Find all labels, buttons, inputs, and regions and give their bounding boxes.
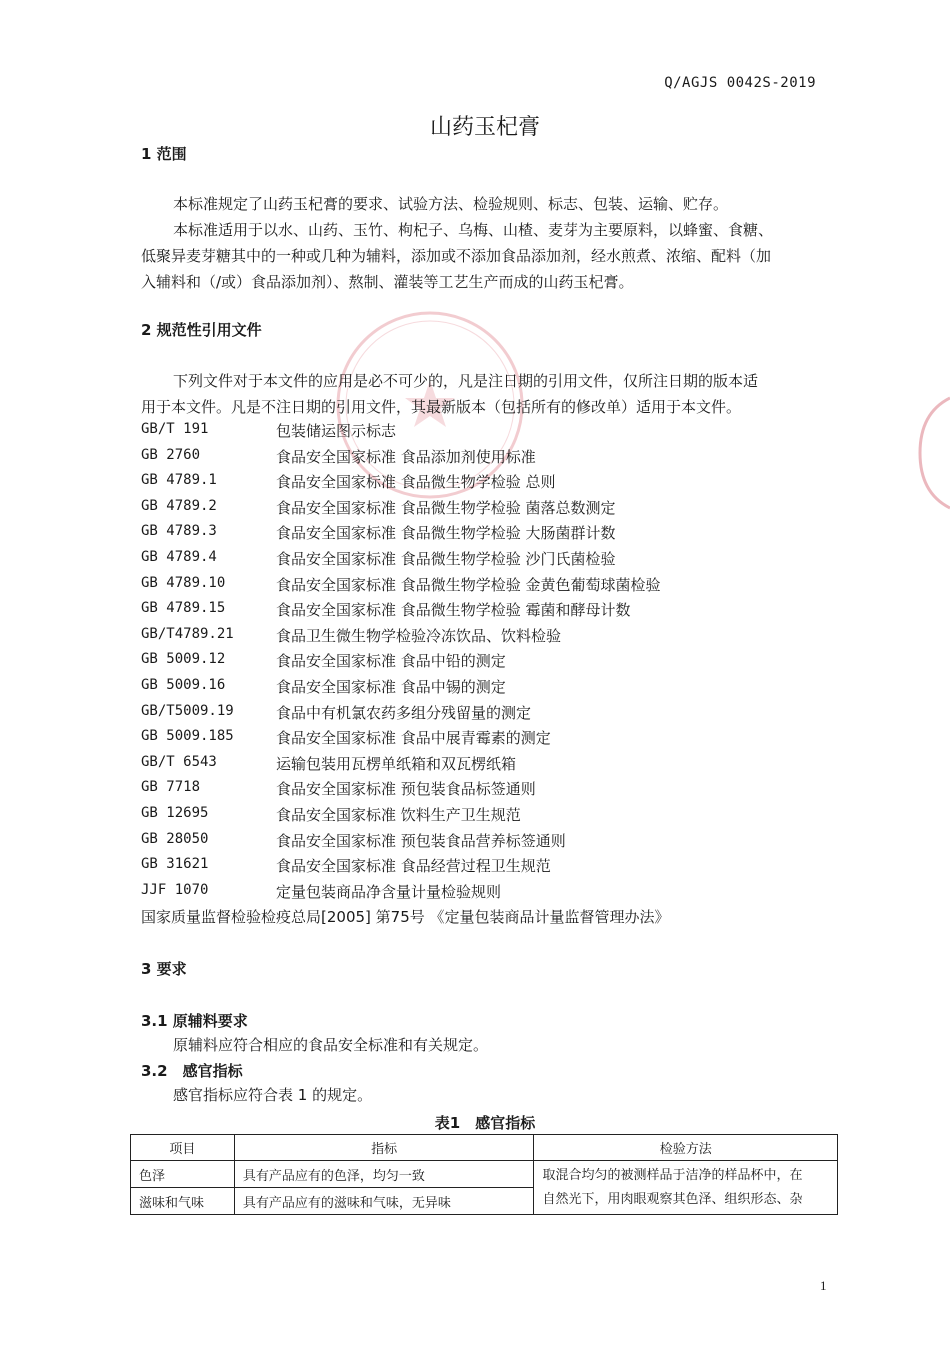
section-1-body (141, 191, 773, 295)
header-item: 项目 (131, 1135, 235, 1161)
reference-title: 食品安全国家标准 食品微生物学检验 菌落总数测定 (276, 499, 616, 517)
reference-title: 食品中有机氯农药多组分残留量的测定 (276, 704, 532, 722)
row-item: 滋味和气味 (131, 1188, 235, 1215)
reference-code: GB 4789.2 (141, 498, 217, 514)
reference-title: 食品安全国家标准 食品微生物学检验 大肠菌群计数 (276, 524, 616, 542)
header-index: 指标 (234, 1135, 534, 1161)
reference-code: GB 4789.15 (141, 600, 226, 616)
section-2-intro (141, 368, 758, 420)
reference-title: 运输包装用瓦楞单纸箱和双瓦楞纸箱 (276, 755, 517, 773)
sensory-table (130, 1134, 838, 1215)
reference-code: GB 4789.4 (141, 549, 217, 565)
reference-code: GB 12695 (141, 805, 209, 821)
reference-title: 食品安全国家标准 饮料生产卫生规范 (276, 806, 521, 824)
reference-title: 食品安全国家标准 预包装食品营养标签通则 (276, 832, 566, 850)
paragraph-line: 用于本文件。凡是不注日期的引用文件，其最新版本（包括所有的修改单）适用于本文件。 (141, 398, 742, 416)
paragraph-line: 下列文件对于本文件的应用是必不可少的，凡是注日期的引用文件，仅所注日期的版本适 (173, 372, 759, 390)
reference-last-line: 国家质量监督检验检疫总局[2005] 第75号 《定量包装商品计量监督管理办法》 (141, 908, 670, 926)
reference-title: 食品安全国家标准 食品微生物学检验 金黄色葡萄球菌检验 (276, 576, 661, 594)
row-index: 具有产品应有的滋味和气味，无异味 (234, 1188, 534, 1215)
reference-code: GB 2760 (141, 447, 201, 463)
reference-code: GB/T4789.21 (141, 626, 234, 642)
header-method: 检验方法 (534, 1135, 838, 1161)
reference-code: GB 4789.1 (141, 472, 217, 488)
table-header-row (131, 1135, 838, 1161)
row-item: 色泽 (131, 1161, 235, 1188)
paragraph-line: 本标准适用于以水、山药、玉竹、枸杞子、乌梅、山楂、麦芽为主要原料，以蜂蜜、食糖、 (173, 221, 774, 239)
reference-title: 食品安全国家标准 食品微生物学检验 霉菌和酵母计数 (276, 601, 631, 619)
method-line: 取混合均匀的被测样品于洁净的样品杯中，在 (542, 1168, 803, 1183)
section-3-heading: 3 要求 (141, 960, 187, 978)
reference-code: GB 5009.16 (141, 677, 226, 693)
page-title: 山药玉杞膏 (429, 115, 540, 140)
page-number: 1 (820, 1278, 827, 1293)
reference-title: 食品安全国家标准 食品中展青霉素的测定 (276, 729, 551, 747)
document-code: Q/AGJS 0042S-2019 (664, 75, 816, 91)
reference-title: 食品安全国家标准 食品微生物学检验 沙门氏菌检验 (276, 550, 616, 568)
reference-title: 定量包装商品净含量计量检验规则 (276, 883, 502, 901)
reference-code: GB 28050 (141, 831, 209, 847)
section-2-heading: 2 规范性引用文件 (141, 321, 262, 339)
row-method (534, 1161, 838, 1215)
section-3-2-heading: 3.2 感官指标 (141, 1062, 243, 1080)
reference-code: GB 4789.3 (141, 523, 217, 539)
reference-code: JJF 1070 (141, 882, 209, 898)
reference-code: GB/T 6543 (141, 754, 217, 770)
reference-code: GB/T5009.19 (141, 703, 234, 719)
reference-code: GB 4789.10 (141, 575, 226, 591)
reference-title: 食品卫生微生物学检验冷冻饮品、饮料检验 (276, 627, 562, 645)
reference-title: 食品安全国家标准 食品微生物学检验 总则 (276, 473, 556, 491)
reference-code: GB 7718 (141, 779, 201, 795)
reference-title: 食品安全国家标准 食品添加剂使用标准 (276, 448, 536, 466)
paragraph-line: 入辅料和（/或）食品添加剂）、熬制、灌装等工艺生产而成的山药玉杞膏。 (141, 273, 634, 291)
reference-title: 食品安全国家标准 食品中铅的测定 (276, 652, 506, 670)
reference-title: 包装储运图示标志 (276, 422, 397, 440)
reference-code: GB 5009.12 (141, 651, 226, 667)
reference-title: 食品安全国家标准 食品中锡的测定 (276, 678, 506, 696)
section-1-heading: 1 范围 (141, 145, 187, 163)
section-3-1-heading: 3.1 原辅料要求 (141, 1012, 248, 1030)
paragraph-line: 低聚异麦芽糖其中的一种或几种为辅料，添加或不添加食品添加剂，经水煎煮、浓缩、配料（加 (141, 247, 772, 265)
paragraph-line: 本标准规定了山药玉杞膏的要求、试验方法、检验规则、标志、包装、运输、贮存。 (173, 195, 729, 213)
reference-code: GB/T 191 (141, 421, 209, 437)
reference-title: 食品安全国家标准 食品经营过程卫生规范 (276, 857, 551, 875)
reference-title: 食品安全国家标准 预包装食品标签通则 (276, 780, 536, 798)
side-seal-fragment (912, 393, 950, 513)
reference-code: GB 31621 (141, 856, 209, 872)
section-3-1-text: 原辅料应符合相应的食品安全标准和有关规定。 (173, 1036, 489, 1054)
row-index: 具有产品应有的色泽，均匀一致 (234, 1161, 534, 1188)
section-3-2-text: 感官指标应符合表 1 的规定。 (173, 1086, 373, 1104)
table-1-caption: 表1 感官指标 (434, 1114, 536, 1132)
table-row (131, 1161, 838, 1188)
method-line: 自然光下，用肉眼观察其色泽、组织形态、杂 (542, 1192, 803, 1207)
reference-code: GB 5009.185 (141, 728, 234, 744)
